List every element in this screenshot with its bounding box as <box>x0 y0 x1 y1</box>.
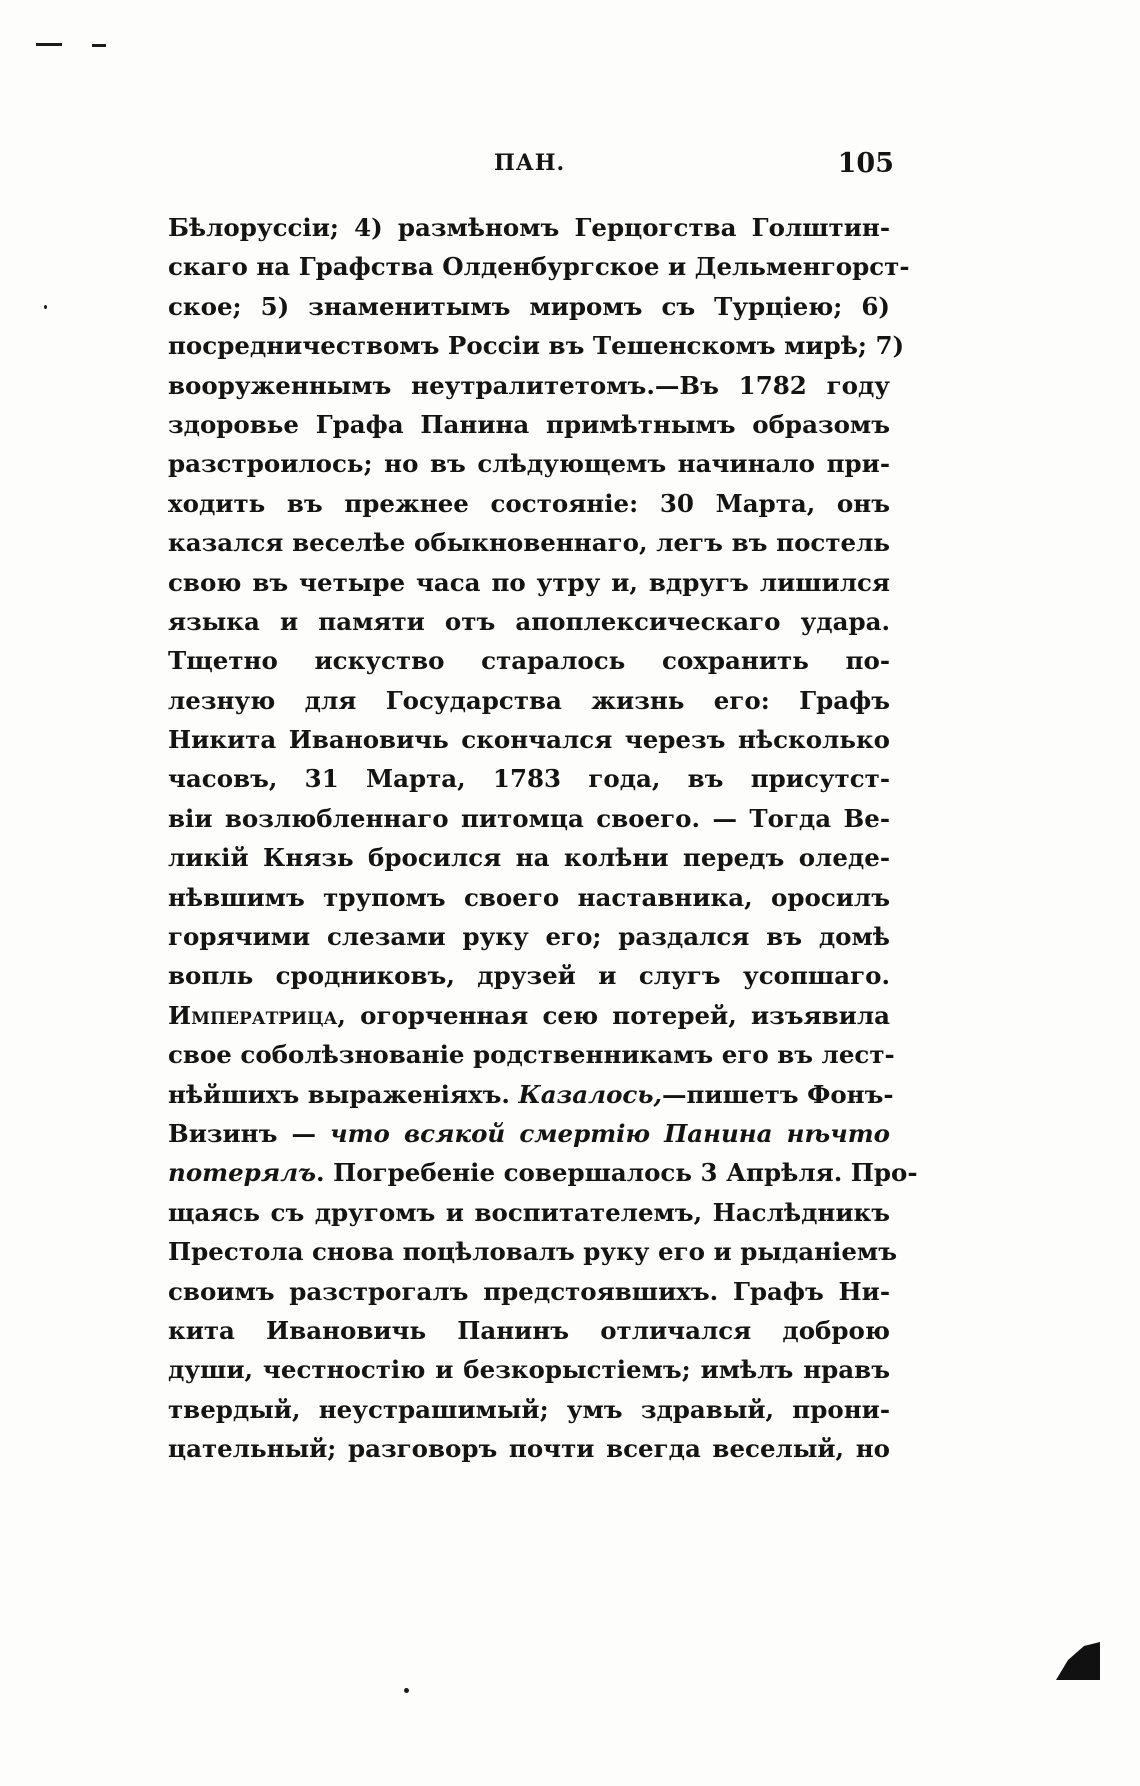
italic-span: Казалось, <box>518 1079 663 1109</box>
text-line: ликій Князь бросился на колѣни передъ оледе- <box>168 843 890 873</box>
body-text <box>168 208 918 1469</box>
text-line: щаясь съ другомъ и воспитателемъ, Наслѣдникъ <box>168 1197 890 1227</box>
text-span: —пишетъ Фонъ- <box>662 1079 894 1109</box>
text-span: нѣйшихъ выраженіяхъ. <box>168 1079 519 1109</box>
text-line: языка и памяти отъ апоплексическаго удара. <box>168 606 890 636</box>
text-span: , огорченная сею потерей, изъявила <box>337 1000 890 1030</box>
italic-span: потерялъ <box>168 1158 317 1188</box>
text-line <box>168 1075 894 1114</box>
scan-mark <box>92 44 106 47</box>
text-line: своимъ разстрогалъ предстоявшихъ. Графъ Ни- <box>168 1276 890 1306</box>
text-line: лезную для Государства жизнь его: Графъ <box>168 685 890 715</box>
text-line: скаго на Графства Олденбургское и Дельменгорст- <box>168 252 910 282</box>
text-line: Престола снова поцѣловалъ руку его и рыданіемъ <box>168 1237 897 1267</box>
page-number: 105 <box>837 148 894 179</box>
text-line: часовъ, 31 Марта, 1783 года, въ присутст- <box>168 764 890 794</box>
text-line: горячими слезами руку его; раздался въ домѣ <box>168 922 890 952</box>
scan-mark <box>36 43 62 46</box>
italic-span: что всякой смертію Панина нѣчто <box>330 1118 890 1148</box>
text-line: вопль сродниковъ, друзей и слугъ усопшаго. <box>168 961 890 991</box>
text-line: вооруженнымъ неутралитетомъ.—Въ 1782 году <box>168 370 890 400</box>
scan-speck <box>404 1688 409 1693</box>
scan-corner-mark <box>1054 1640 1102 1682</box>
text-line <box>168 1114 890 1153</box>
text-line <box>168 1153 918 1192</box>
text-line: души, честностію и безкорыстіемъ; имѣлъ нравъ <box>168 1355 890 1385</box>
text-line: разстроилось; но въ слѣдующемъ начинало при- <box>168 449 890 479</box>
text-line: Тщетно искуство старалось сохранить по- <box>168 646 890 676</box>
text-line: ходить въ прежнее состояніе: 30 Марта, онъ <box>168 488 890 518</box>
text-line: казался веселѣе обыкновеннаго, легъ въ постель <box>168 528 890 558</box>
running-head: ПАН. <box>494 150 566 176</box>
text-span: Визинъ — <box>168 1118 331 1148</box>
text-line: кита Ивановичь Панинъ отличался доброю <box>168 1315 890 1345</box>
text-line: Никита Ивановичь скончался черезъ нѣсколько <box>168 725 890 755</box>
text-line: ское; 5) знаменитымъ миромъ съ Турціею; 6) <box>168 291 890 321</box>
text-line: цательный; разговоръ почти всегда веселый, но <box>168 1434 890 1464</box>
text-line: Бѣлоруссіи; 4) размѣномъ Герцогства Голштин- <box>168 213 890 242</box>
text-line: посредничествомъ Россіи въ Тешенскомъ мирѣ; 7) <box>168 331 905 361</box>
text-line: нѣвшимъ трупомъ своего наставника, оросилъ <box>168 882 890 912</box>
scan-speck <box>44 305 47 309</box>
page-header <box>168 148 898 188</box>
text-line: віи возлюбленнаго питомца своего. — Тогда Ве- <box>168 803 890 833</box>
text-line <box>168 996 890 1035</box>
text-span: . Погребеніе совершалось 3 Апрѣля. Про- <box>316 1158 918 1188</box>
smallcaps-word: Императрица <box>168 1000 338 1030</box>
text-line: свою въ четыре часа по утру и, вдругъ лишился <box>168 567 890 597</box>
text-line: свое соболѣзнованіе родственникамъ его въ лест- <box>168 1040 895 1070</box>
text-line: твердый, неустрашимый; умъ здравый, прони- <box>168 1394 890 1424</box>
text-line: здоровье Графа Панина примѣтнымъ образомъ <box>168 409 890 439</box>
